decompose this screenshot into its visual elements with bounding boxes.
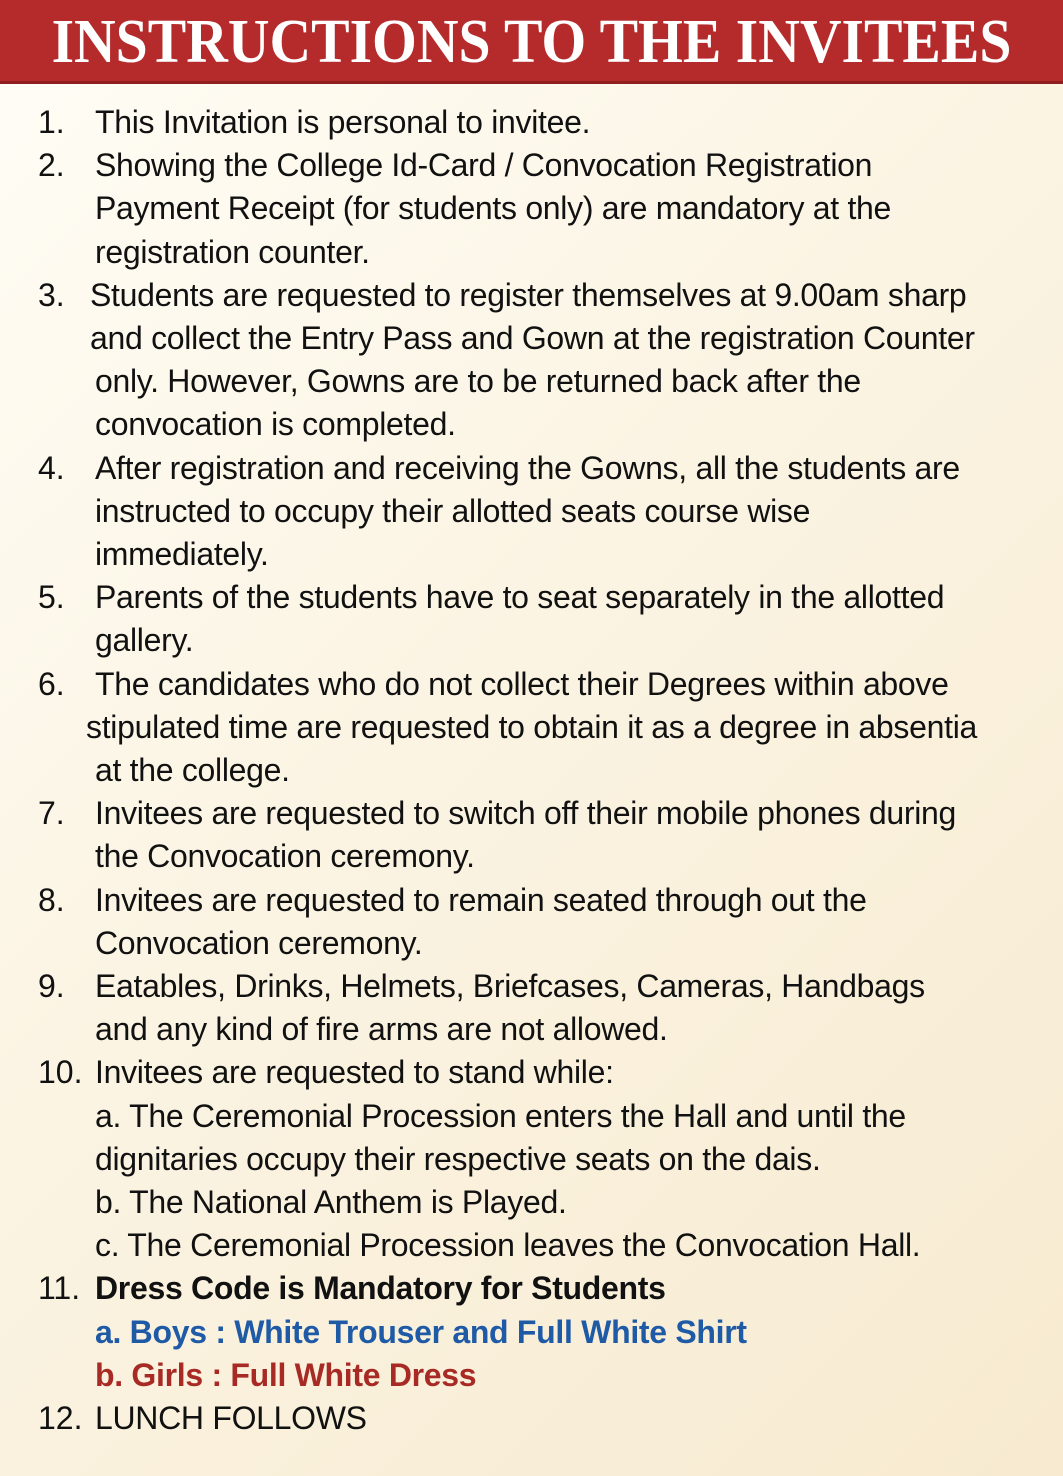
item-text: Showing the College Id-Card / Convocation Registration [95, 147, 873, 184]
sub-item-text: b. The National Anthem is Played. [95, 1184, 567, 1221]
instruction-item-1 [0, 101, 1063, 144]
instruction-item-8 [0, 879, 1063, 965]
instruction-item-12 [0, 1397, 1063, 1440]
instruction-item-11 [0, 1267, 1063, 1397]
header-banner [0, 0, 1063, 84]
item-text: This Invitation is personal to invitee. [95, 104, 591, 140]
dress-code-girls: b. Girls : Full White Dress [95, 1356, 477, 1393]
instruction-item-10 [0, 1051, 1063, 1267]
instruction-item-4 [0, 447, 1063, 577]
instruction-item-5 [0, 576, 1063, 662]
item-text: gallery. [95, 622, 194, 659]
instruction-item-6 [0, 663, 1063, 793]
item-number: 5. [38, 579, 65, 616]
sub-item-text: a. The Ceremonial Procession enters the Hall and until the [95, 1097, 906, 1134]
item-number: 11. [38, 1270, 81, 1307]
item-number: 9. [38, 968, 65, 1005]
item-text: and any kind of fire arms are not allowed. [95, 1011, 668, 1048]
item-text: the Convocation ceremony. [95, 838, 475, 875]
sub-item-text: c. The Ceremonial Procession leaves the Convocation Hall. [95, 1227, 921, 1264]
item-text: LUNCH FOLLOWS [95, 1400, 367, 1437]
item-text: registration counter. [95, 233, 370, 270]
item-number: 4. [38, 449, 65, 486]
item-text: at the college. [95, 752, 290, 789]
item-number: 6. [38, 665, 65, 702]
item-text: The candidates who do not collect their Degrees within above [95, 665, 949, 702]
item-text: Eatables, Drinks, Helmets, Briefcases, Cameras, Handbags [95, 968, 925, 1005]
item-number: 12. [38, 1400, 83, 1437]
dress-code-heading: Dress Code is Mandatory for Students [95, 1270, 666, 1307]
item-text: After registration and receiving the Gowns, all the students are [95, 449, 960, 486]
item-text: Parents of the students have to seat separately in the allotted [95, 579, 945, 616]
instructions-list [0, 101, 1063, 1440]
page-title: INSTRUCTIONS TO THE INVITEES [51, 8, 1012, 76]
item-number: 2. [38, 147, 65, 184]
item-text: Invitees are requested to remain seated through out the [95, 881, 867, 918]
item-text: Invitees are requested to switch off their mobile phones during [95, 795, 957, 832]
item-text: only. However, Gowns are to be returned back after the [95, 363, 861, 400]
item-text: Convocation ceremony. [95, 924, 423, 961]
item-text: Payment Receipt (for students only) are mandatory at the [95, 190, 892, 227]
item-number: 10. [38, 1054, 83, 1091]
instruction-item-2 [0, 144, 1063, 274]
item-number: 7. [38, 795, 65, 832]
item-text: stipulated time are requested to obtain it as a degree in absentia [86, 708, 978, 745]
instruction-item-9 [0, 965, 1063, 1051]
item-text: instructed to occupy their allotted seats course wise [95, 492, 811, 529]
item-number: 3. [38, 276, 65, 313]
item-text: immediately. [95, 536, 269, 573]
item-number: 1. [38, 104, 65, 140]
dress-code-boys: a. Boys : White Trouser and Full White Shirt [95, 1313, 747, 1350]
item-text: Students are requested to register themselves at 9.00am sharp [90, 276, 967, 313]
item-text: Invitees are requested to stand while: [95, 1054, 614, 1091]
instruction-item-7 [0, 792, 1063, 878]
item-text: convocation is completed. [95, 406, 456, 443]
item-number: 8. [38, 881, 65, 918]
item-text: and collect the Entry Pass and Gown at the registration Counter [90, 320, 975, 357]
instruction-item-3 [0, 274, 1063, 447]
sub-item-text: dignitaries occupy their respective seats on the dais. [95, 1140, 821, 1177]
